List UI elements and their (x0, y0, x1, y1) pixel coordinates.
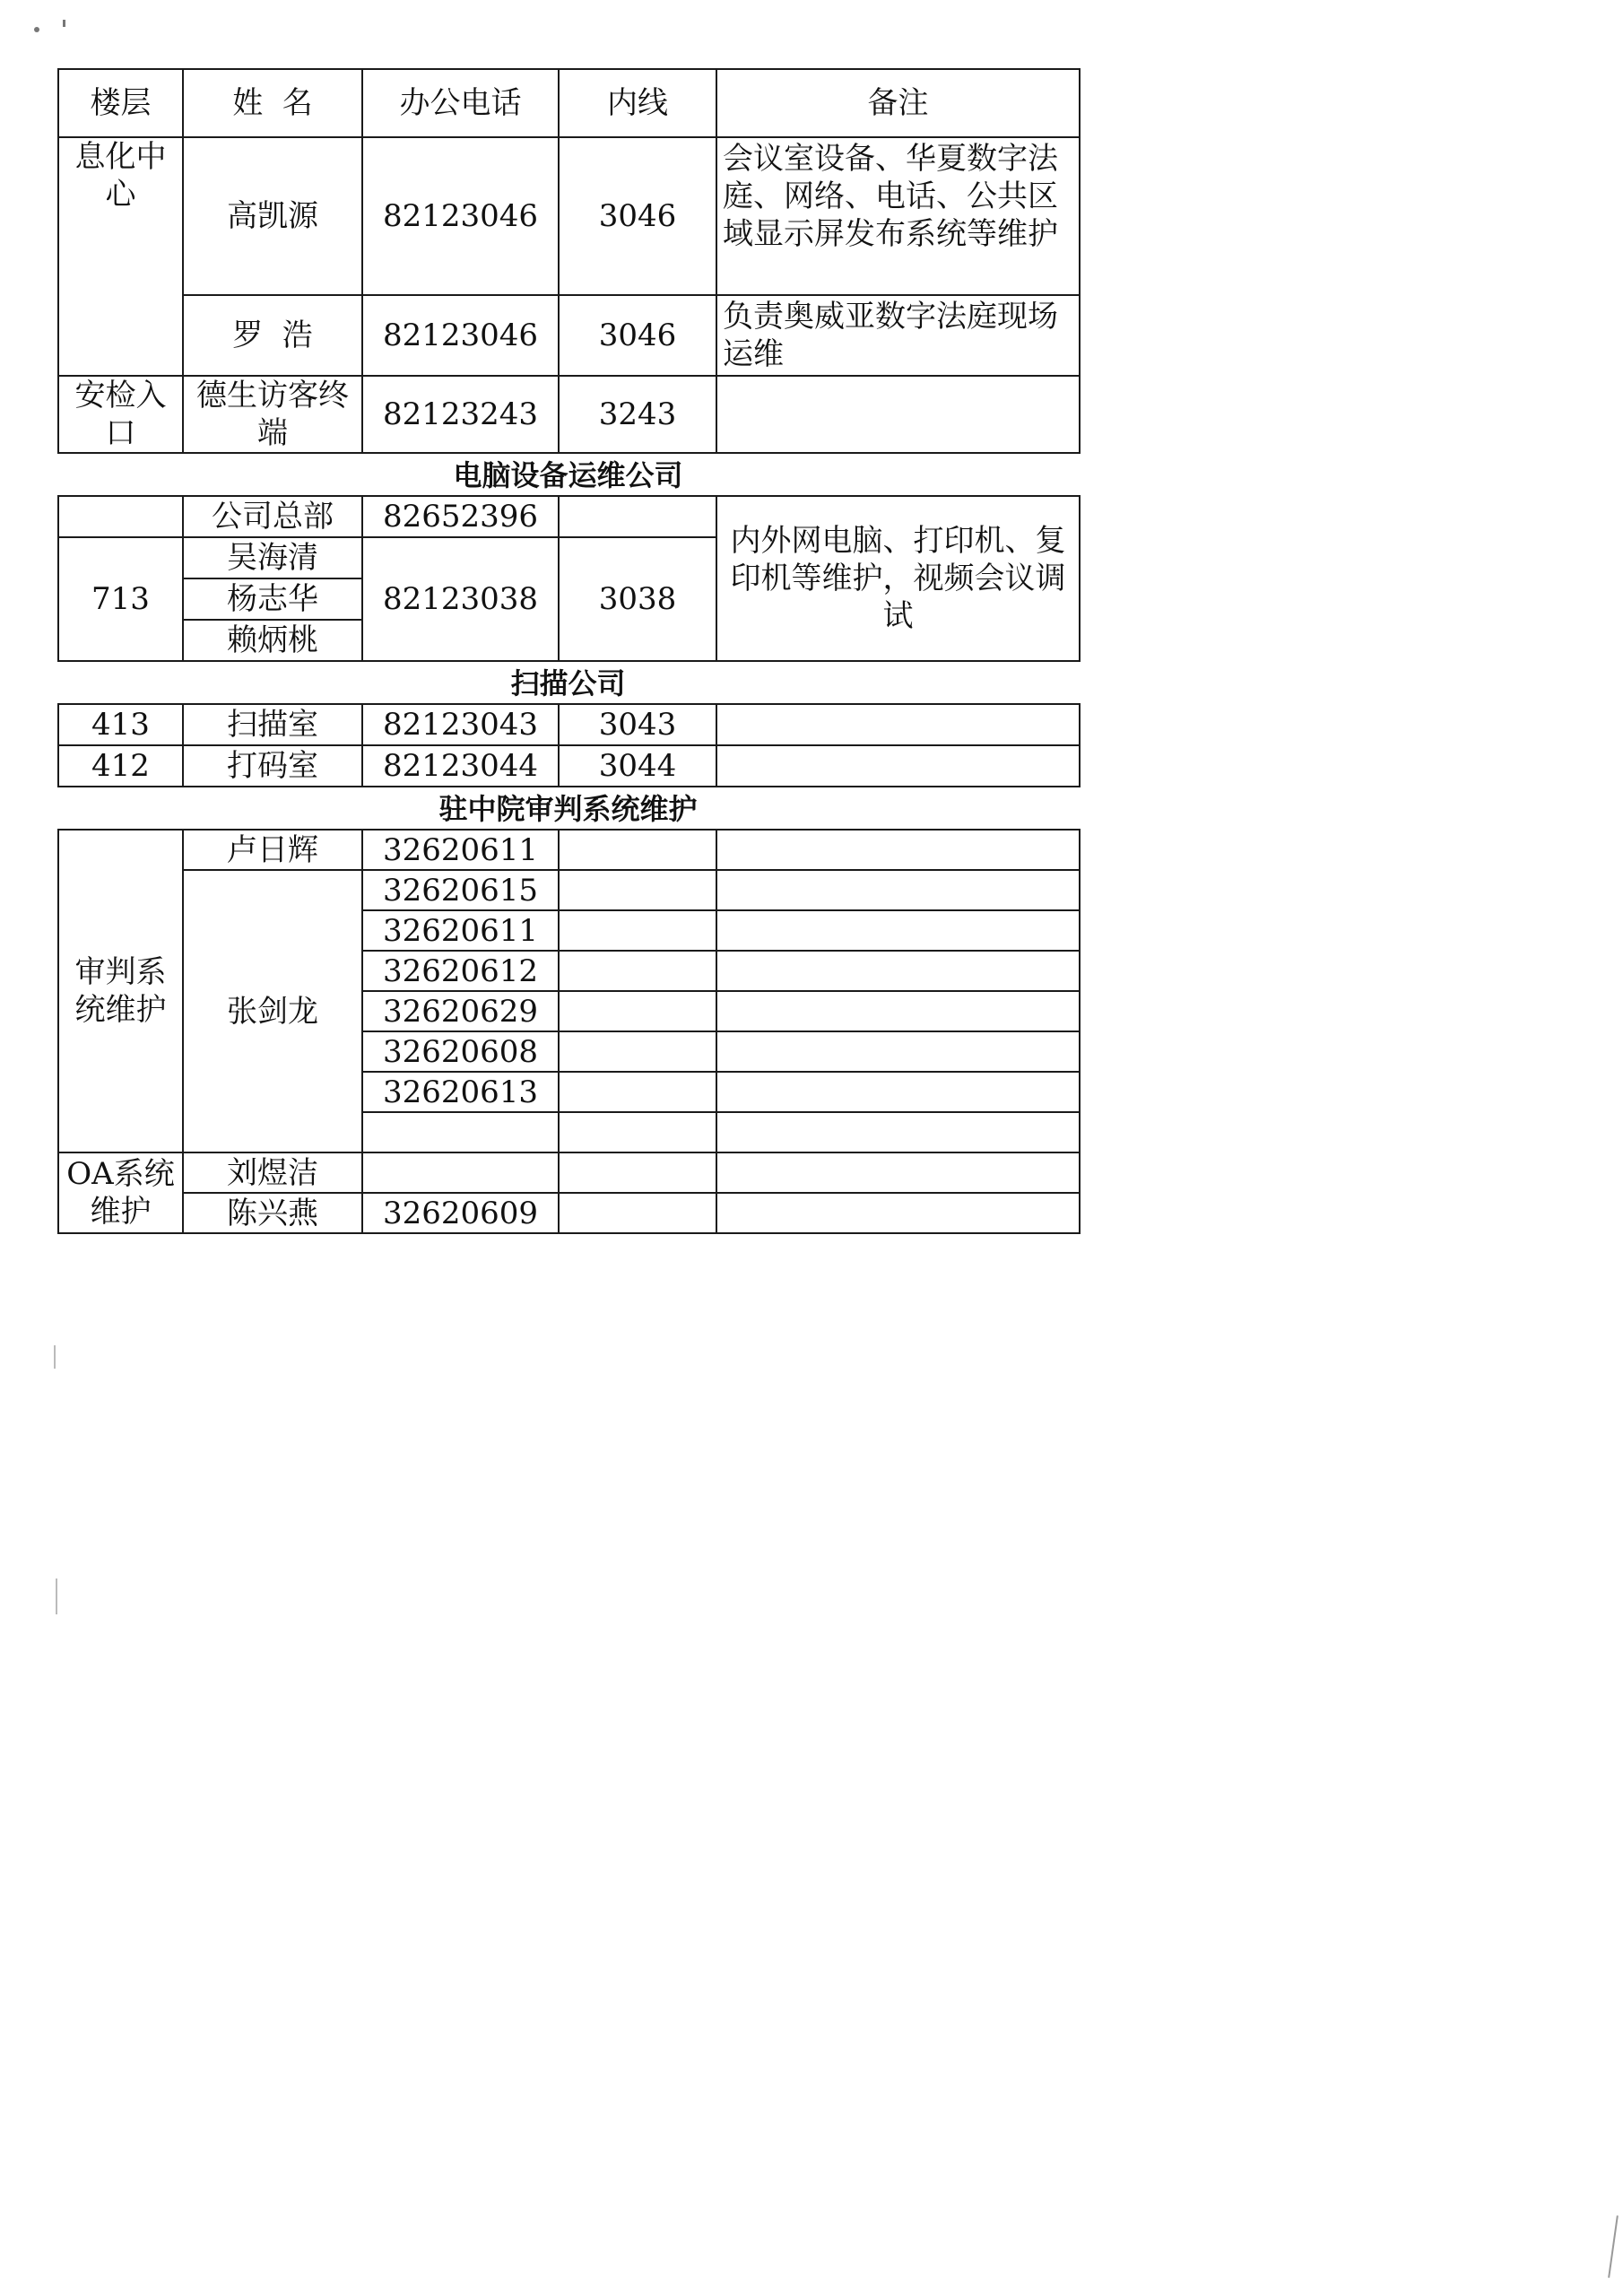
note-cell (716, 1152, 1080, 1193)
section-title-scan: 扫描公司 (510, 666, 626, 700)
scan-artifact (63, 20, 65, 27)
phone-cell: 82123243 (362, 376, 559, 453)
scan-artifact (1608, 2215, 1619, 2278)
ext-cell (559, 951, 716, 991)
floor-cell: 息化中心 (58, 137, 183, 376)
phone-cell: 82123044 (362, 745, 559, 787)
header-ext: 内线 (559, 69, 716, 137)
phone-cell: 32620613 (362, 1072, 559, 1112)
directory-table-computer (57, 495, 1081, 662)
note-cell (716, 1031, 1080, 1072)
phone-cell: 32620615 (362, 870, 559, 910)
note-cell (716, 830, 1080, 870)
ext-cell (559, 910, 716, 951)
ext-cell (559, 1152, 716, 1193)
note-cell (716, 870, 1080, 910)
scan-artifact (54, 1345, 56, 1369)
note-cell: 会议室设备、华夏数字法庭、网络、电话、公共区域显示屏发布系统等维护 (716, 137, 1080, 295)
directory-table-scan (57, 703, 1081, 787)
scan-artifact (56, 1578, 57, 1614)
scan-artifact (34, 27, 39, 32)
name-cell: 公司总部 (183, 496, 362, 537)
table-row (58, 376, 1080, 453)
ext-cell (559, 870, 716, 910)
table-row (58, 870, 1080, 910)
header-phone: 办公电话 (362, 69, 559, 137)
directory-table-trial (57, 829, 1081, 1234)
header-name: 姓 名 (183, 69, 362, 137)
note-cell (716, 1112, 1080, 1152)
name-cell: 德生访客终端 (183, 376, 362, 453)
floor-cell: 413 (58, 704, 183, 745)
header-floor: 楼层 (58, 69, 183, 137)
ext-cell: 3046 (559, 295, 716, 376)
table-row (58, 1193, 1080, 1233)
floor-cell: 713 (58, 537, 183, 661)
phone-cell (362, 1152, 559, 1193)
ext-cell: 3046 (559, 137, 716, 295)
name-cell: 张剑龙 (183, 870, 362, 1152)
ext-cell: 3038 (559, 537, 716, 661)
phone-cell: 32620629 (362, 991, 559, 1031)
name-cell: 打码室 (183, 745, 362, 787)
phone-cell: 82652396 (362, 496, 559, 537)
ext-cell: 3243 (559, 376, 716, 453)
name-cell: 扫描室 (183, 704, 362, 745)
name-cell: 陈兴燕 (183, 1193, 362, 1233)
note-cell (716, 910, 1080, 951)
table-row (58, 830, 1080, 870)
name-cell: 刘煜洁 (183, 1152, 362, 1193)
phone-cell (362, 1112, 559, 1152)
table-row (58, 745, 1080, 787)
note-cell (716, 991, 1080, 1031)
ext-cell (559, 830, 716, 870)
floor-cell (58, 496, 183, 537)
ext-cell: 3043 (559, 704, 716, 745)
header-row (58, 69, 1080, 137)
floor-cell: 412 (58, 745, 183, 787)
name-cell: 罗 浩 (183, 295, 362, 376)
note-cell (716, 376, 1080, 453)
floor-cell: OA系统维护 (58, 1152, 183, 1233)
table-row (58, 1152, 1080, 1193)
name-cell: 杨志华 (183, 578, 362, 620)
phone-cell: 82123046 (362, 295, 559, 376)
note-cell: 内外网电脑、打印机、复印机等维护，视频会议调试 (716, 496, 1080, 661)
phone-cell: 32620608 (362, 1031, 559, 1072)
name-cell: 卢日辉 (183, 830, 362, 870)
table-row (58, 137, 1080, 295)
phone-cell: 32620611 (362, 830, 559, 870)
note-cell: 负责奥威亚数字法庭现场运维 (716, 295, 1080, 376)
phone-cell: 82123046 (362, 137, 559, 295)
phone-cell: 82123043 (362, 704, 559, 745)
note-cell (716, 951, 1080, 991)
note-cell (716, 745, 1080, 787)
ext-cell (559, 1193, 716, 1233)
ext-cell (559, 496, 716, 537)
name-cell: 吴海清 (183, 537, 362, 578)
phone-cell: 82123038 (362, 537, 559, 661)
note-cell (716, 1072, 1080, 1112)
phone-cell: 32620612 (362, 951, 559, 991)
note-cell (716, 704, 1080, 745)
ext-cell (559, 991, 716, 1031)
name-cell: 高凯源 (183, 137, 362, 295)
section-title-trial: 驻中院审判系统维护 (438, 792, 698, 826)
directory-table-main (57, 68, 1081, 454)
header-note: 备注 (716, 69, 1080, 137)
note-cell (716, 1193, 1080, 1233)
floor-cell: 安检入口 (58, 376, 183, 453)
ext-cell (559, 1031, 716, 1072)
floor-cell: 审判系统维护 (58, 830, 183, 1152)
table-row (58, 295, 1080, 376)
table-row (58, 496, 1080, 537)
section-title-computer: 电脑设备运维公司 (453, 458, 683, 492)
phone-directory (57, 68, 1079, 1234)
ext-cell: 3044 (559, 745, 716, 787)
table-row (58, 704, 1080, 745)
ext-cell (559, 1112, 716, 1152)
phone-cell: 32620611 (362, 910, 559, 951)
phone-cell: 32620609 (362, 1193, 559, 1233)
name-cell: 赖炳桃 (183, 620, 362, 661)
ext-cell (559, 1072, 716, 1112)
